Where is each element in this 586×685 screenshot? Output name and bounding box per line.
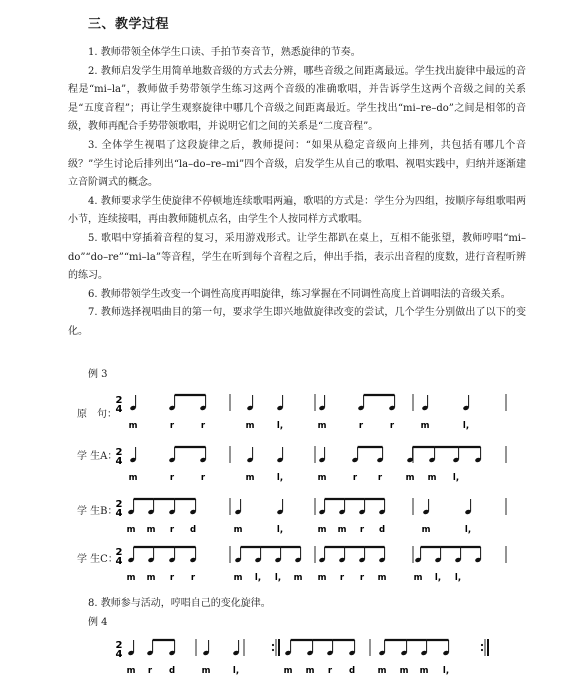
solfege-syllable: m — [399, 666, 409, 676]
paragraph-5: 5. 歌唱中穿插着音程的复习，采用游戏形式。让学生都趴在桌上，互相不能张望，教师哼唱“mi–do”“do–re”“mi–la”等音程，学生在听到每个音程之后，伸出手指，表示出音程的度数，进行音程听辨的练习。 — [68, 232, 526, 282]
solfege-syllable: m — [128, 421, 138, 431]
solfege-syllable: r — [377, 473, 383, 483]
solfege-syllable: r — [352, 473, 358, 483]
solfege-syllable: r — [389, 421, 395, 431]
solfege-syllable: m — [245, 421, 255, 431]
row-label-original: 原 句： — [77, 409, 117, 420]
time-signature-bottom: 4 — [115, 404, 123, 415]
solfege-syllable: r — [200, 421, 206, 431]
solfege-syllable: l, — [464, 525, 472, 535]
solfege-syllable: r — [147, 666, 153, 676]
solfege-syllable: l, — [452, 473, 460, 483]
solfege-syllable: m — [377, 573, 387, 583]
solfege-syllable: m — [405, 473, 415, 483]
solfege-syllable: m — [427, 473, 437, 483]
time-signature-bottom: 4 — [115, 556, 123, 567]
solfege-syllable: m — [126, 525, 136, 535]
solfege-syllable: r — [200, 473, 206, 483]
solfege-syllable: r — [359, 525, 365, 535]
solfege-syllable: l, — [462, 421, 470, 431]
solfege-syllable: r — [190, 573, 196, 583]
solfege-syllable: d — [189, 525, 197, 535]
example-4-label: 例 4 — [88, 617, 108, 628]
solfege-syllable: m — [317, 525, 327, 535]
solfege-syllable: m — [245, 473, 255, 483]
solfege-syllable: r — [327, 666, 333, 676]
repeat-dot — [481, 649, 483, 651]
time-signature-top: 2 — [115, 395, 123, 406]
solfege-syllable: m — [146, 573, 156, 583]
solfege-syllable: m — [126, 573, 136, 583]
solfege-syllable: m — [413, 573, 423, 583]
solfege-syllable: d — [378, 525, 386, 535]
solfege-syllable: m — [317, 421, 327, 431]
paragraph-2: 2. 教师启发学生用简单地数音级的方式去分辨，哪些音级之间距离最远。学生找出旋律中最远的音程是“mi–la”，教师做手势带领学生练习这两个音级的准确歌唱，并告诉学生这两个音级之间的关系是“五度音程”；再让学生观察旋律中哪几个音级之间距离最近。学生找出“mi–re–do”之间是相邻的音级，教师再配合手势带领歌唱，并说明它们之间的关系是“二度音程”。 — [68, 65, 526, 133]
paragraph-1: 1. 教师带领全体学生口读、手拍节奏音节，熟悉旋律的节奏。 — [88, 47, 361, 58]
solfege-syllable: r — [359, 573, 365, 583]
solfege-syllable: l, — [232, 666, 240, 676]
solfege-syllable: l, — [274, 573, 282, 583]
solfege-syllable: l, — [442, 666, 450, 676]
solfege-syllable: l, — [276, 525, 284, 535]
paragraph-7: 7. 教师选择视唱曲目的第一句，要求学生即兴地做旋律改变的尝试，几个学生分别做出了以下的变化。 — [68, 307, 526, 337]
row-label-student-a: 学 生A： — [77, 451, 118, 462]
paragraph-3: 3. 全体学生视唱了这段旋律之后，教师提问：“如果从稳定音级向上排列，共包括有哪几个音级？”学生讨论后排列出“la–do–re–mi”四个音级，启发学生从自己的歌唱、视唱实践中，归纳并逐渐建立音阶调式的概念。 — [68, 139, 526, 189]
solfege-syllable: m — [293, 573, 303, 583]
solfege-syllable: m — [128, 473, 138, 483]
solfege-syllable: m — [421, 525, 431, 535]
solfege-syllable: l, — [434, 573, 442, 583]
time-signature-top: 2 — [115, 547, 123, 558]
time-signature-top: 2 — [115, 640, 123, 651]
solfege-syllable: m — [283, 666, 293, 676]
row-label-student-b: 学 生B： — [77, 506, 118, 517]
time-signature-top: 2 — [115, 447, 123, 458]
solfege-syllable: l, — [276, 421, 284, 431]
solfege-syllable: m — [317, 473, 327, 483]
paragraph-4: 4. 教师要求学生使旋律不停顿地连续歌唱两遍，歌唱的方式是：学生分为四组，按顺序每组歌唱两小节，连续接唱，再由教师随机点名，由学生个人按同样方式歌唱。 — [68, 195, 526, 226]
row-label-student-c: 学 生C： — [77, 554, 118, 565]
solfege-syllable: l, — [254, 573, 262, 583]
solfege-syllable: m — [126, 666, 136, 676]
repeat-dot — [272, 644, 274, 646]
solfege-syllable: d — [168, 666, 176, 676]
example-3-label: 例 3 — [88, 369, 108, 380]
repeat-dot — [272, 649, 274, 651]
solfege-syllable: r — [358, 421, 364, 431]
solfege-syllable: m — [337, 525, 347, 535]
paragraph-6: 6. 教师带领学生改变一个调性高度再唱旋律，练习掌握在不同调性高度上首调唱法的音级关系。 — [88, 288, 511, 300]
time-signature-top: 2 — [115, 499, 123, 510]
time-signature-bottom: 4 — [115, 649, 123, 660]
solfege-syllable: m — [146, 525, 156, 535]
solfege-syllable: m — [377, 666, 387, 676]
solfege-syllable: m — [317, 573, 327, 583]
solfege-syllable: r — [169, 421, 175, 431]
solfege-syllable: r — [169, 573, 175, 583]
solfege-syllable: m — [420, 421, 430, 431]
solfege-syllable: l, — [276, 473, 284, 483]
solfege-syllable: m — [305, 666, 315, 676]
solfege-syllable: m — [419, 666, 429, 676]
repeat-dot — [481, 644, 483, 646]
solfege-syllable: l, — [454, 573, 462, 583]
solfege-syllable: d — [348, 666, 356, 676]
solfege-syllable: m — [233, 573, 243, 583]
paragraph-8: 8. 教师参与活动，哼唱自己的变化旋律。 — [88, 598, 271, 609]
solfege-syllable: m — [233, 525, 243, 535]
solfege-syllable: m — [201, 666, 211, 676]
solfege-syllable: r — [169, 473, 175, 483]
solfege-syllable: r — [339, 573, 345, 583]
time-signature-bottom: 4 — [115, 456, 123, 467]
solfege-syllable: r — [169, 525, 175, 535]
section-heading: 三、教学过程 — [88, 17, 170, 32]
time-signature-bottom: 4 — [115, 508, 123, 519]
